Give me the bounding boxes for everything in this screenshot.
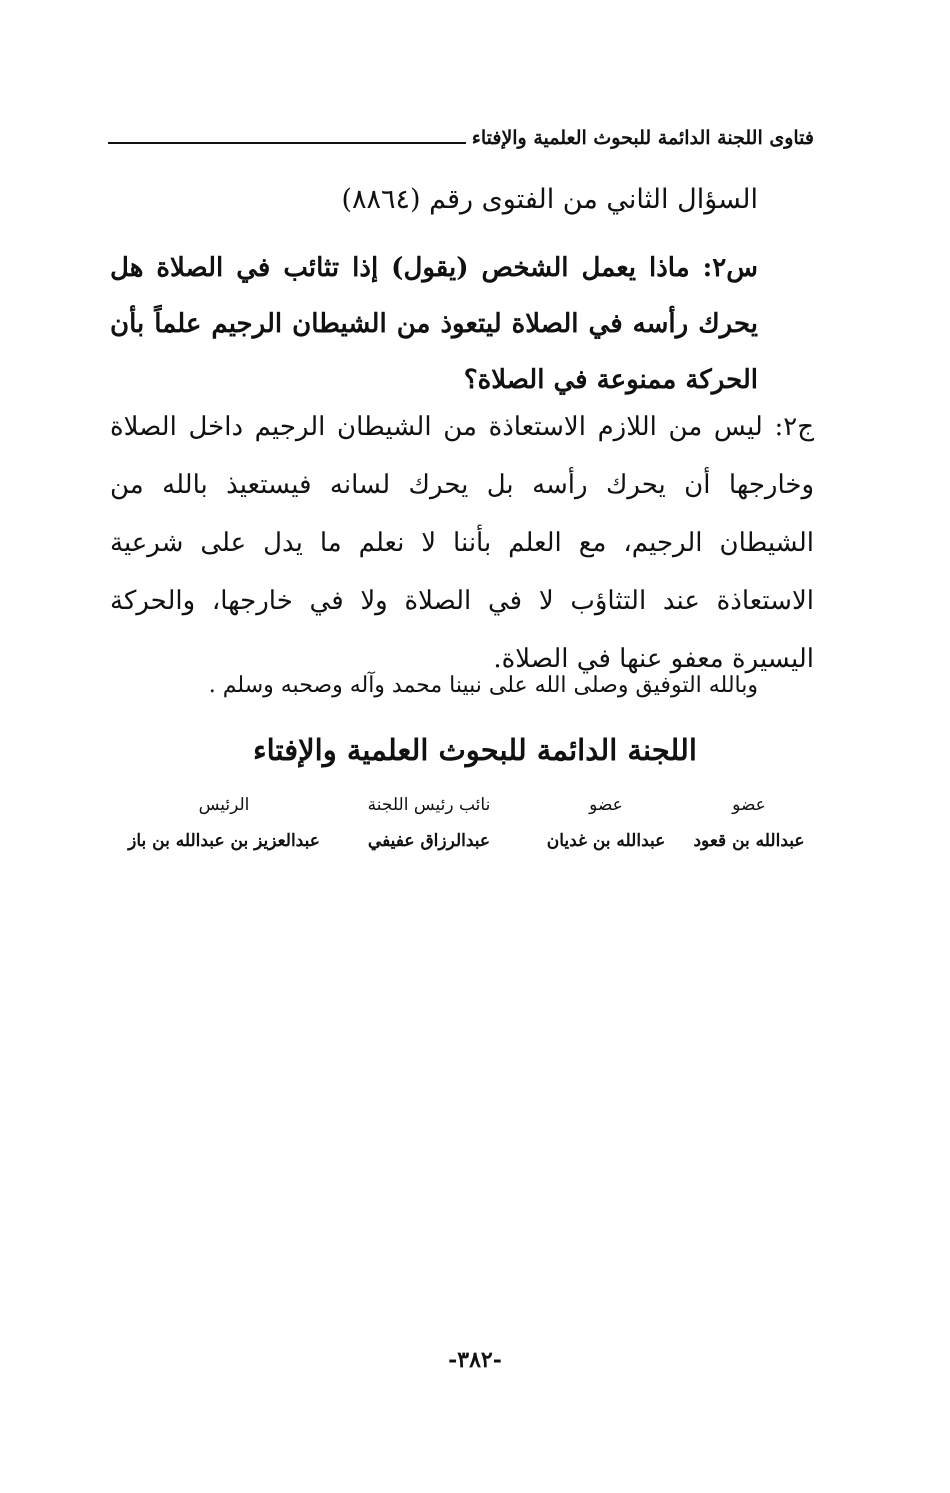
signatory-role: نائب رئيس اللجنة	[367, 795, 491, 815]
signatory-role: عضو	[732, 795, 766, 815]
page-number: -٣٨٢-	[448, 1347, 502, 1373]
header-rule	[108, 142, 466, 144]
signatory	[526, 790, 686, 856]
signatory-name: عبدالله بن غديان	[546, 831, 666, 851]
signatory-name: عبدالعزيز بن عبدالله بن باز	[128, 831, 320, 851]
question-text: س٢: ماذا يعمل الشخص (يقول) إذا تثائب في الصلاة هل يحرك رأسه في الصلاة ليتعوذ من الشيطان الرجيم علماً بأن الحركة ممنوعة في الصلاة؟	[110, 253, 758, 395]
signatory-role: الرئيس	[198, 795, 250, 815]
signatory-name: عبدالرزاق عفيفي	[367, 831, 491, 851]
running-header-title: فتاوى اللجنة الدائمة للبحوث العلمية والإفتاء	[471, 127, 814, 149]
signatory-role: عضو	[589, 795, 623, 815]
signatory-name: عبدالله بن قعود	[693, 831, 805, 851]
signatory	[114, 790, 334, 856]
answer-text: ج٢: ليس من اللازم الاستعاذة من الشيطان الرجيم داخل الصلاة وخارجها أن يحرك رأسه بل يحرك لسانه فيستعيذ بالله من الشيطان الرجيم، مع العلم بأننا لا نعلم ما يدل على شرعية الاستعاذة عند التثاؤب لا في الصلاة ولا في خارجها، والحركة اليسيرة معفو عنها في الصلاة.	[110, 412, 814, 674]
running-header	[108, 118, 814, 158]
question-title: السؤال الثاني من الفتوى رقم (٨٨٦٤)	[341, 184, 758, 215]
committee-name: اللجنة الدائمة للبحوث العلمية والإفتاء	[253, 733, 697, 767]
signatory	[684, 790, 814, 856]
signatory	[344, 790, 514, 856]
closing-formula: وبالله التوفيق وصلى الله على نبينا محمد وآله وصحبه وسلم .	[208, 673, 758, 698]
signatories	[114, 790, 814, 880]
